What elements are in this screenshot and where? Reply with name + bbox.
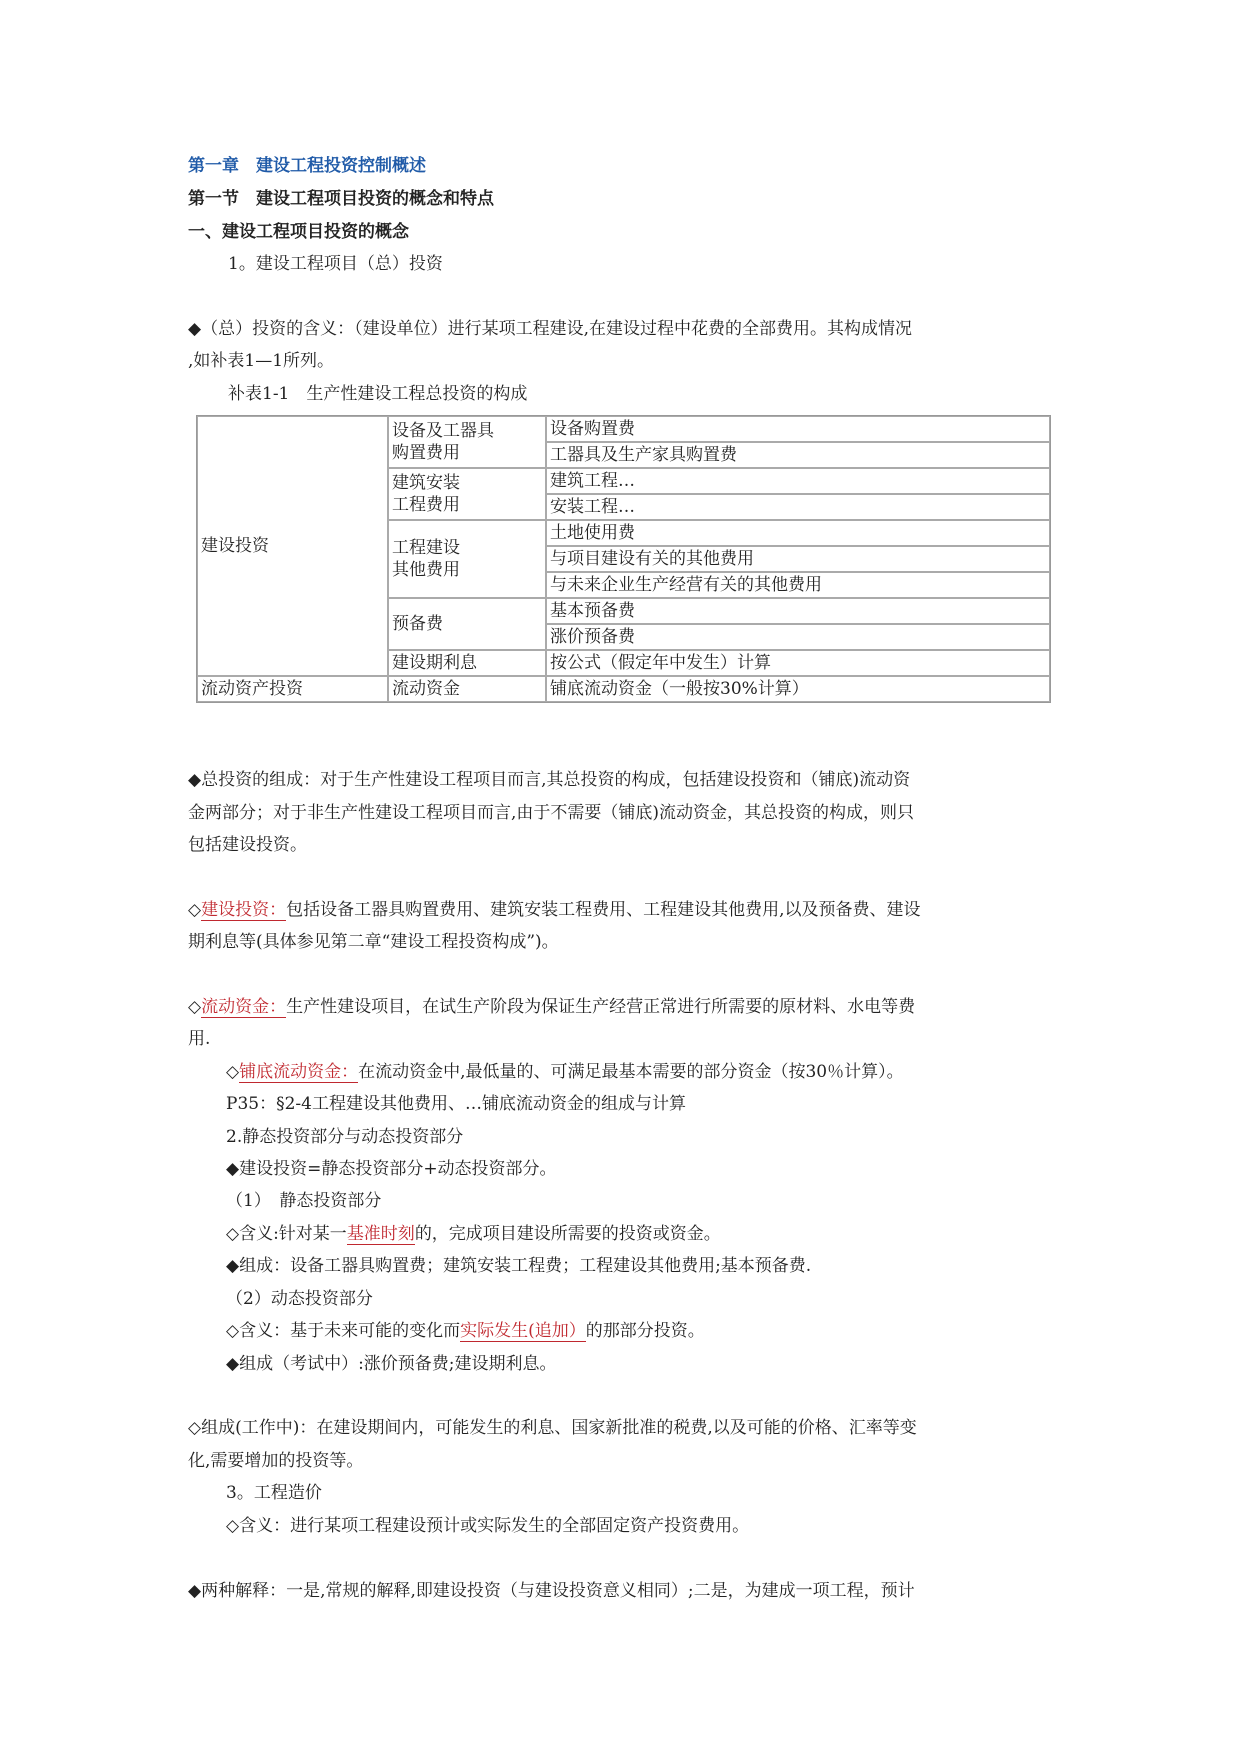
dynamic-composition-exam: ◆组成（考试中）:涨价预备费;建设期利息。: [226, 1354, 557, 1374]
cell-working-capital: 流动资金: [388, 676, 546, 702]
working-capital-line2: 用.: [188, 1029, 211, 1049]
construction-investment-line2: 期利息等(具体参见第二章“建设工程投资构成”)。: [188, 932, 559, 952]
cell-interest-item: 按公式（假定年中发生）计算: [546, 650, 1050, 676]
diamond-icon: ◇: [188, 997, 202, 1017]
line-text: 的那部分投资。: [585, 1321, 705, 1341]
line-text: 包括设备工器具购置费用、建筑安装工程费用、工程建设其他费用,以及预备费、建设: [286, 900, 921, 920]
line-text: 的，完成项目建设所需要的投资或资金。: [414, 1224, 721, 1244]
cell-text: 建筑安装工程费用: [392, 473, 460, 515]
cell-construction-investment: 建设投资: [197, 416, 388, 676]
cell-text: 工程建设其他费用: [392, 538, 460, 580]
cell-other-item2: 与项目建设有关的其他费用: [546, 546, 1050, 572]
cell-equipment-item1: 设备购置费: [546, 416, 1050, 442]
diamond-icon: ◇: [226, 1062, 240, 1082]
table-row: [197, 676, 1050, 702]
dynamic-composition-work-line1: ◇组成(工作中)：在建设期间内，可能发生的利息、国家新批准的税费,以及可能的价格、汇率等变: [188, 1418, 917, 1438]
diamond-icon: ◇: [188, 900, 202, 920]
cell-current-asset: 流动资产投资: [197, 676, 388, 702]
cell-interest-category: 建设期利息: [388, 650, 546, 676]
cost-meaning: ◇含义：进行某项工程建设预计或实际发生的全部固定资产投资费用。: [226, 1516, 750, 1536]
term-actual-occurrence: 实际发生(追加）: [460, 1321, 586, 1341]
composition-line3: 包括建设投资。: [188, 835, 307, 855]
dynamic-meaning: [226, 1320, 705, 1342]
cell-install-category: [388, 468, 546, 520]
cell-equipment-category: [388, 416, 546, 468]
cell-other-category: [388, 520, 546, 598]
cell-text: 设备及工器具购置费用: [392, 421, 494, 463]
dynamic-title: （2）动态投资部分: [226, 1289, 373, 1309]
chapter-title: 第一章 建设工程投资控制概述: [188, 156, 426, 176]
cell-equipment-item2: 工器具及生产家具购置费: [546, 442, 1050, 468]
line-text: 在流动资金中,最低量的、可满足最基本需要的部分资金（按30％计算）。: [358, 1062, 904, 1082]
line-text: ◇含义:针对某一: [226, 1224, 347, 1244]
cell-install-item2: 安装工程…: [546, 494, 1050, 520]
term-base-working-capital: 铺底流动资金：: [239, 1062, 359, 1082]
cell-other-item1: 土地使用费: [546, 520, 1050, 546]
composition-line2: 金两部分；对于非生产性建设工程项目而言,由于不需要（铺底)流动资金，其总投资的构成，则只: [188, 803, 915, 823]
reference-line: P35：§2-4工程建设其他费用、…铺底流动资金的组成与计算: [226, 1094, 686, 1114]
line-text: ◇含义：基于未来可能的变化而: [226, 1321, 461, 1341]
base-working-capital-line: [226, 1061, 904, 1083]
construction-investment-line1: [188, 899, 920, 921]
working-capital-line1: [188, 996, 915, 1018]
investment-composition-table: [196, 415, 1051, 703]
static-composition: ◆组成：设备工器具购置费；建筑安装工程费；工程建设其他费用;基本预备费.: [226, 1256, 812, 1276]
cell-reserve-item1: 基本预备费: [546, 598, 1050, 624]
term-construction-investment: 建设投资：: [201, 900, 287, 920]
dynamic-composition-work-line2: 化,需要增加的投资等。: [188, 1451, 364, 1471]
section-title: 第一节 建设工程项目投资的概念和特点: [188, 189, 494, 209]
cell-other-item3: 与未来企业生产经营有关的其他费用: [546, 572, 1050, 598]
term-working-capital: 流动资金：: [201, 997, 287, 1017]
cell-install-item1: 建筑工程…: [546, 468, 1050, 494]
item1-title: 1。建设工程项目（总）投资: [228, 254, 443, 274]
table-row: [197, 416, 1050, 442]
cell-reserve-category: 预备费: [388, 598, 546, 650]
term-base-moment: 基准时刻: [346, 1224, 415, 1244]
table-caption: 补表1-1 生产性建设工程总投资的构成: [228, 384, 528, 404]
meaning-line2: ,如补表1—1所列。: [188, 351, 335, 371]
subsection-title: 一、建设工程项目投资的概念: [188, 222, 409, 242]
line-text: 生产性建设项目，在试生产阶段为保证生产经营正常进行所需要的原材料、水电等费: [286, 997, 916, 1017]
static-meaning: [226, 1223, 721, 1245]
item2-title: 2.静态投资部分与动态投资部分: [226, 1127, 464, 1147]
formula-line: ◆建设投资=静态投资部分+动态投资部分。: [226, 1159, 557, 1179]
meaning-line1: ◆（总）投资的含义：（建设单位）进行某项工程建设,在建设过程中花费的全部费用。其构成情况: [188, 319, 912, 339]
static-title: （1） 静态投资部分: [226, 1191, 382, 1211]
two-interpretations-line1: ◆两种解释：一是,常规的解释,即建设投资（与建设投资意义相同）;二是，为建成一项工程，预计: [188, 1581, 915, 1601]
cell-working-capital-item: 铺底流动资金（一般按30%计算）: [546, 676, 1050, 702]
composition-line1: ◆总投资的组成：对于生产性建设工程项目而言,其总投资的构成，包括建设投资和（铺底)流动资: [188, 770, 911, 790]
item3-title: 3。工程造价: [226, 1483, 322, 1503]
cell-reserve-item2: 涨价预备费: [546, 624, 1050, 650]
